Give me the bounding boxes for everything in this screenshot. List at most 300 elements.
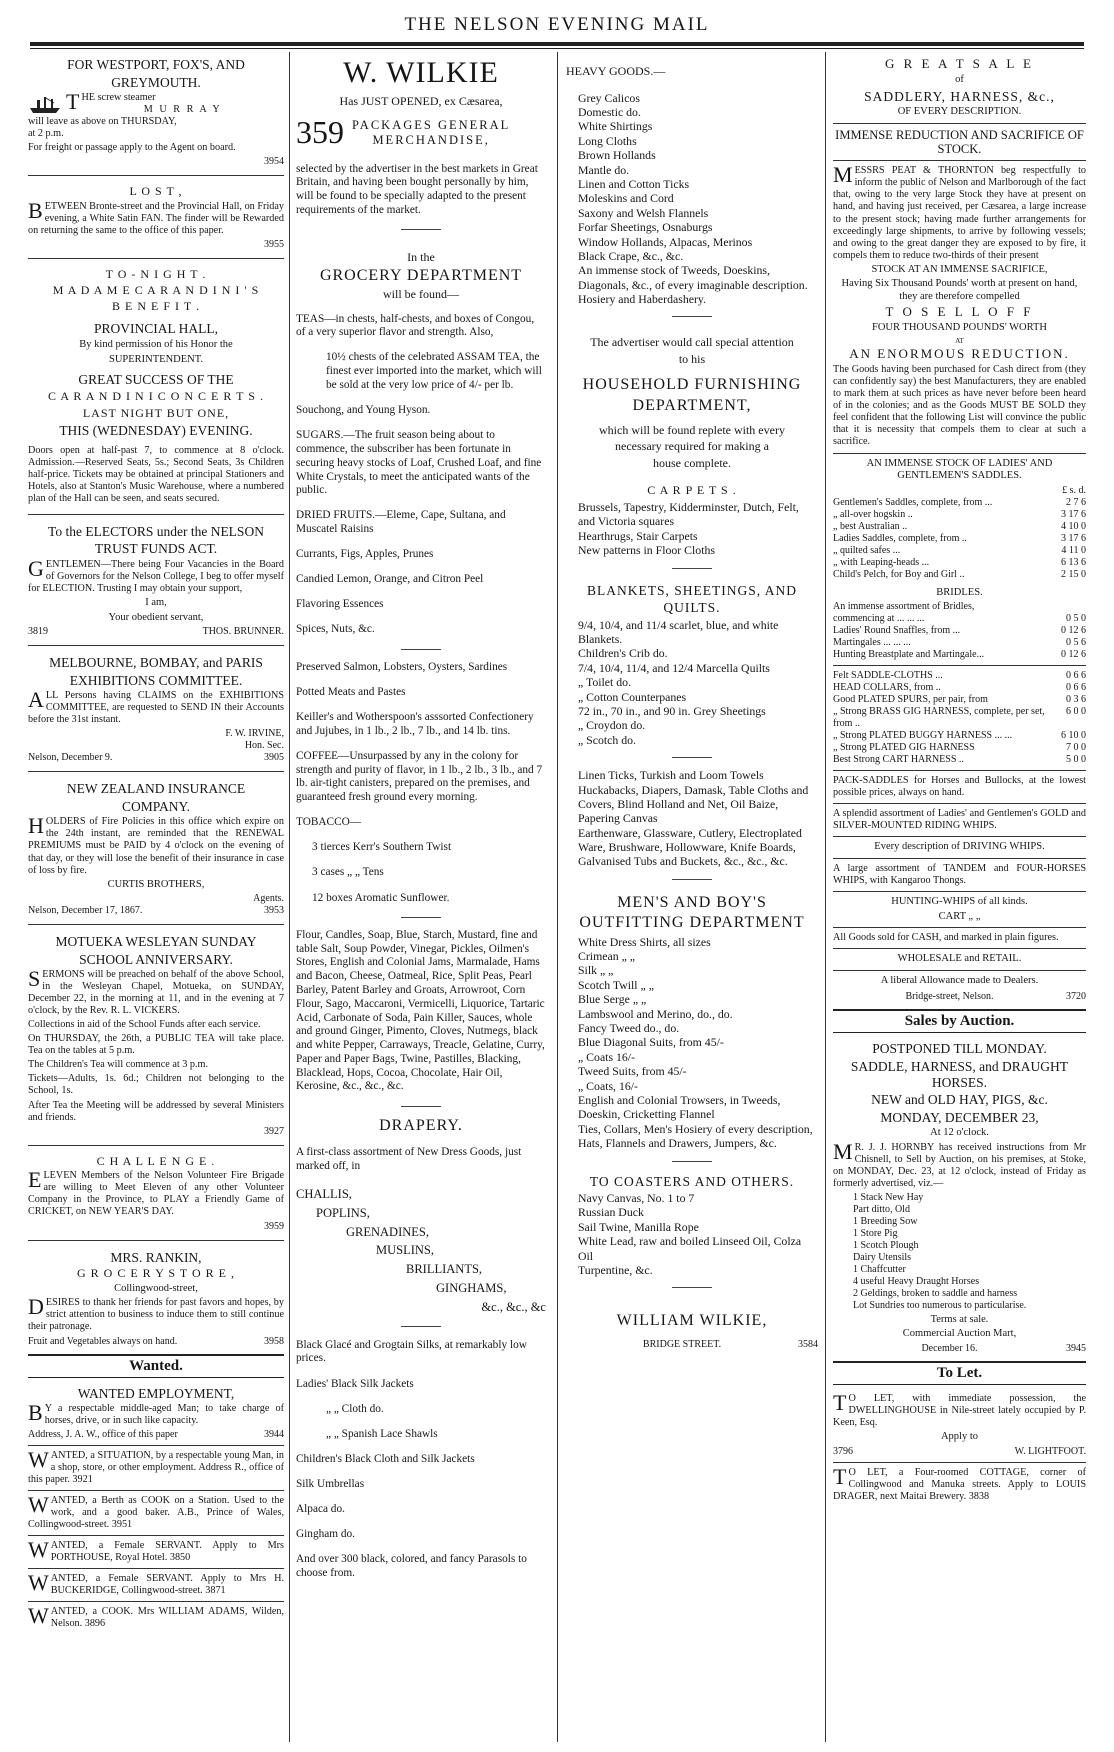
price-row xyxy=(833,742,1086,754)
ad-number: 3955 xyxy=(264,239,284,251)
list-item: Hearthrugs, Stair Carpets xyxy=(578,528,698,543)
ad-heading: EXHIBITIONS COMMITTEE. xyxy=(69,672,243,688)
column-divider xyxy=(289,52,290,1742)
price-value: 5 0 0 xyxy=(1066,754,1086,766)
ad-heading: THIS (WEDNESDAY) EVENING. xyxy=(59,423,253,439)
drop-cap: A xyxy=(28,687,44,713)
ad-text: Flour, Candles, Soap, Blue, Starch, Mustard, fine and table Salt, Soup Powder, Vinegar, Pickles, Oilmen's Stores, English and Colonial Jams, Marmalade, Hams and Bacon, Cheese, Oatmeal, Rice, Split Peas, Pearl Barley, Patent Barley and Groats, Arrowroot, Corn Flour, Sago, Maccaroni, Vermicelli, Liquorice, Tartaric Acid, Carbonate of Soda, Pain Killer, Sauces, whole and ground Ginger, Pimento, Cloves, Nutmegs, black and white Pepper, Carraways, Treacle, Gelatine, Curry, Paper and Paper Bags, Twine, Pastilles, Blacking, Blacklead, Hops, Cocoa, Chocolate, Hair Oil, Kerosine, &c., &c., &c. xyxy=(296,928,545,1093)
list-item: Dairy Utensils xyxy=(853,1251,912,1263)
ad-text: All Goods sold for CASH, and marked in plain figures. xyxy=(833,932,1059,944)
ad-heading: STOCK AT AN IMMENSE SACRIFICE, xyxy=(871,263,1048,275)
ad-text: necessary required for making a xyxy=(615,439,769,454)
ad-text: „ „ Cloth do. xyxy=(326,1402,384,1415)
ad-wanted xyxy=(28,1381,284,1636)
drop-cap: W xyxy=(28,1537,49,1563)
list-item: &c., &c., &c xyxy=(481,1299,546,1314)
list-item: An immense stock of Tweeds, Doeskins, Diagonals, &c., of every imaginable description. xyxy=(578,263,808,292)
heavy-goods-list xyxy=(566,91,818,307)
ad-text: Your obedient servant, xyxy=(108,611,204,623)
column-divider xyxy=(825,52,826,1742)
ad-heading: TRUST FUNDS ACT. xyxy=(94,541,218,557)
masthead-rule xyxy=(30,42,1084,46)
list-item: 1 Store Pig xyxy=(853,1227,898,1239)
list-item: MUSLINS, xyxy=(376,1243,434,1258)
ad-lost xyxy=(28,180,284,254)
ad-text: Children's Black Cloth and Silk Jackets xyxy=(296,1452,475,1465)
drop-cap: S xyxy=(28,966,41,992)
list-item: Linen Ticks, Turkish and Loom Towels xyxy=(578,768,764,783)
signature-title: Hon. Sec. xyxy=(244,740,284,752)
list-item: Long Cloths xyxy=(578,133,637,148)
ad-text: I am, xyxy=(145,597,167,609)
department-heading: HOUSEHOLD FURNISHING xyxy=(582,376,802,394)
ad-text: The advertiser would call special attention xyxy=(590,335,794,350)
ad-text: ANTED, a COOK. Mrs WILLIAM ADAMS, Wilden, Nelson. xyxy=(50,1606,284,1630)
price-item: „ all-over hogskin .. xyxy=(833,508,913,520)
advertiser-signature: WILLIAM WILKIE, xyxy=(616,1312,768,1330)
ad-number: 3838 xyxy=(968,1490,990,1502)
ad-text: ANTED, a Female SERVANT. Apply to Mrs PORTHOUSE, Royal Hotel. xyxy=(50,1540,284,1564)
price-row xyxy=(833,613,1086,625)
ad-number: 3954 xyxy=(264,156,284,168)
ad-number: 3951 xyxy=(111,1519,133,1531)
list-item: 1 Scotch Plough xyxy=(853,1239,919,1251)
list-item: Tweed Suits, from 45/- xyxy=(578,1064,687,1079)
price-value: 4 10 0 xyxy=(1061,520,1086,532)
list-item: Brussels, Tapestry, Kidderminster, Dutch, Felt, and Victoria squares xyxy=(578,500,799,529)
ad-text: ANTED, a Female SERVANT. Apply to Mrs H. BUCKERIDGE, Collingwood-street. xyxy=(50,1573,284,1597)
list-item: Fancy Tweed do., do. xyxy=(578,1020,680,1035)
ad-number: 3944 xyxy=(264,1429,284,1441)
ad-text: Having Six Thousand Pounds' worth at present on hand, they are therefore compelled xyxy=(841,278,1078,302)
list-item: Earthenware, Glassware, Cutlery, Electroplated Ware, Brushware, Hollowware, Knife Boards, Galvanised Tubs and Buckets, &c., &c., &c. xyxy=(578,825,802,869)
price-item: Ladies' Round Snaffles, from ... xyxy=(833,625,961,637)
price-value: 0 3 6 xyxy=(1066,694,1086,706)
ad-text: And over 300 black, colored, and fancy Parasols to choose from. xyxy=(296,1553,527,1579)
ad-number: 3905 xyxy=(264,752,284,764)
ad-text: At 12 o'clock. xyxy=(930,1127,989,1139)
section-header-to-let: To Let. xyxy=(833,1361,1086,1385)
newspaper-title: THE NELSON EVENING MAIL xyxy=(404,14,710,35)
ad-text: ESSRS PEAT & THORNTON beg respectfully to inform the public of Nelson and Marlborough of the fact that, owing to the very large Stock they have at present on hand, and having just received, per Cæsarea, a large increase to the present stock; having made further arrangements for exceedingly large shipments, to arrive by following vessels; and owing to the great danger they are exposed to by fire, it compels them to reduce two-thirds of their present xyxy=(833,165,1086,261)
signature-title: Agents. xyxy=(253,893,284,905)
signature: THOS. BRUNNER. xyxy=(202,626,284,638)
price-row xyxy=(833,625,1086,637)
ad-text: SUGARS.—The fruit season being about to commence, the subscriber has been fortunate in securing heavy stocks of Loaf, Crushed Loaf, and fine White Crystals, to meet the anticipated wants of the public. xyxy=(296,429,542,497)
list-item: Mantle do. xyxy=(578,162,630,177)
list-item: 7/4, 10/4, 11/4, and 12/4 Marcella Quilts xyxy=(578,660,770,675)
list-item: 1 Chaffcutter xyxy=(853,1263,906,1275)
ad-heading: MOTUEKA WESLEYAN SUNDAY xyxy=(55,934,257,950)
ad-number: 3945 xyxy=(1066,1342,1086,1354)
price-value: 0 5 0 xyxy=(1066,613,1086,625)
column-2-wilkie-advert xyxy=(296,52,546,1742)
auction-items-list xyxy=(833,1192,1086,1312)
ad-heading: PROVINCIAL HALL, xyxy=(94,321,218,337)
ad-heading: C A R A N D I N I C O N C E R T S . xyxy=(48,388,264,403)
list-item: „ Scotch do. xyxy=(578,732,636,747)
ad-text: Every description of DRIVING WHIPS. xyxy=(874,841,1045,853)
list-item: Part ditto, Old xyxy=(853,1203,910,1215)
ad-text: at 2 p.m. xyxy=(28,128,64,140)
ad-text: On THURSDAY, the 26th, a PUBLIC TEA will take place. Tea on the tables at 5 p.m. xyxy=(28,1033,284,1057)
ad-text: Spices, Nuts, &c. xyxy=(296,623,375,636)
ad-text: LEVEN Members of the Nelson Volunteer Fire Brigade are willing to Meet Eleven of any other Volunteer Company in the Province, to PLAY a Friendly Game of CRICKET, on NEW YEAR'S DAY. xyxy=(28,1170,284,1218)
ad-heading: LAST NIGHT BUT ONE, xyxy=(82,406,230,421)
price-row xyxy=(833,670,1086,682)
price-item: Martingales ... ... ... xyxy=(833,637,911,649)
ad-text: will leave as above on THURSDAY, xyxy=(28,116,177,128)
ad-text: Gingham do. xyxy=(296,1527,355,1540)
column-1 xyxy=(28,52,284,1742)
ad-text: Address, J. A. W., office of this paper xyxy=(28,1429,178,1441)
ad-date: Nelson, December 9. xyxy=(28,752,113,764)
ad-heading: AN IMMENSE STOCK OF LADIES' AND GENTLEMEN'S SADDLES. xyxy=(866,457,1053,482)
ad-steamer-murray xyxy=(28,52,284,171)
price-row xyxy=(833,557,1086,569)
price-row xyxy=(833,694,1086,706)
masthead xyxy=(0,0,1114,44)
price-item: Best Strong CART HARNESS .. xyxy=(833,754,964,766)
ad-heading: B E N E F I T . xyxy=(112,298,200,313)
list-item: Blue Serge „ „ xyxy=(578,992,647,1007)
ad-number: 3796 xyxy=(833,1445,853,1457)
ad-heading: L O S T , xyxy=(129,184,183,199)
price-item: HEAD COLLARS, from .. xyxy=(833,682,941,694)
ad-text: 3 cases „ „ Tens xyxy=(312,866,384,879)
list-item: Grey Calicos xyxy=(578,90,640,105)
ad-text: Ladies' Black Silk Jackets xyxy=(296,1377,414,1390)
ad-text: HE screw steamer xyxy=(81,92,156,104)
ad-text: After Tea the Meeting will be addressed by several Ministers and friends. xyxy=(28,1099,284,1123)
price-value: 3 17 6 xyxy=(1061,532,1086,544)
list-item: Domestic do. xyxy=(578,105,641,120)
list-item: POPLINS, xyxy=(316,1205,370,1220)
ad-heading: AN ENORMOUS REDUCTION. xyxy=(849,346,1070,362)
ad-text: ENTLEMEN—There being Four Vacancies in the Board of Governors for the Nelson College, I beg to offer myself for ELECTION. Trusting I may obtain your support, xyxy=(28,558,284,595)
ad-number: 3871 xyxy=(205,1585,226,1597)
list-item: Scotch Twill „ „ xyxy=(578,977,654,992)
drop-cap: M xyxy=(833,1138,853,1164)
ad-heading: SCHOOL ANNIVERSARY. xyxy=(79,951,233,967)
list-item: Sail Twine, Manilla Rope xyxy=(578,1219,699,1234)
ad-text: TEAS—in chests, half-chests, and boxes of Congou, of a very superior flavor and strength. Also, xyxy=(296,312,535,339)
department-heading: BLANKETS, SHEETINGS, AND xyxy=(586,582,797,598)
list-item: English and Colonial Trowsers, in Tweeds, Doeskin, Cricketting Flannel xyxy=(578,1092,781,1122)
ad-text: O LET, with immediate possession, the DWELLINGHOUSE in Nile-street lately occupied by P. Keen, Esq. xyxy=(833,1392,1086,1429)
ad-text: Keiller's and Wotherspoon's asssorted Confectionery and Jujubes, in 1 lb., 2 lb., 7 lb., and 14 lb. tins. xyxy=(296,710,534,737)
ad-text: AT xyxy=(955,336,964,345)
list-item: CHALLIS, xyxy=(296,1187,352,1202)
ad-heading: MELBOURNE, BOMBAY, and PARIS xyxy=(49,655,263,671)
ad-text: The Goods having been purchased for Cash direct from (they can confidently say) the best Manufacturers, they are enabled to mark them at such prices as have never before been heard of in the colonies; and as the Goods MUST BE SOLD they feel confident that the following List will convince the public that it is necessity that compels them to clear at such a sacrifice. xyxy=(833,364,1086,448)
list-item: Silk „ „ xyxy=(578,963,614,978)
price-item: Hunting Breastplate and Martingale... xyxy=(833,649,985,661)
list-item: White Shirtings xyxy=(578,119,653,134)
drop-cap: M xyxy=(833,162,853,188)
ad-number: 3896 xyxy=(84,1618,106,1630)
ad-text: By kind permission of his Honor the xyxy=(79,338,233,350)
ad-rankin xyxy=(28,1245,284,1351)
ad-text: ERMONS will be preached on behalf of the above School, in the Wesleyan Chapel, Motueka, on SUNDAY, December 22, in the morning at 11, and in the evening at 7 o'clock, by the Rev. R. L. VICKERS. xyxy=(28,969,284,1017)
column-divider xyxy=(557,52,558,1742)
ad-text: Fruit and Vegetables always on hand. xyxy=(28,1335,178,1347)
list-item: White Dress Shirts, all sizes xyxy=(578,934,711,949)
outfitting-list xyxy=(566,935,818,1151)
masthead-rule-thin xyxy=(30,48,1084,49)
ad-text: ANTED, a SITUATION, by a respectable young Man, in a shop, store, or other employment. Address R., office of this paper. xyxy=(28,1450,284,1486)
ad-text: will be found— xyxy=(383,286,459,301)
ad-text: Commercial Auction Mart, xyxy=(902,1328,1017,1340)
ad-exhibitions xyxy=(28,650,284,767)
list-item: Lambswool and Merino, do., do. xyxy=(578,1006,733,1021)
list-item: Linen and Cotton Ticks xyxy=(578,176,690,191)
ad-heading: POSTPONED TILL MONDAY. xyxy=(872,1041,1047,1057)
ad-number: 3958 xyxy=(264,1335,284,1347)
linen-list xyxy=(566,768,818,869)
drop-cap: T xyxy=(66,92,80,115)
ad-heading: C H A L L E N G E . xyxy=(96,1153,216,1168)
ad-text: WHOLESALE and RETAIL. xyxy=(897,953,1022,965)
ad-heading: WANTED EMPLOYMENT, xyxy=(77,1385,235,1401)
ad-text: selected by the advertiser in the best markets in Great Britain, and having been bought personally by him, will be found to be specially adapted to the present requirements of the market. xyxy=(296,162,538,217)
ad-text: For freight or passage apply to the Agent on board. xyxy=(28,142,236,154)
ad-great-sale xyxy=(833,52,1086,1006)
list-item: 72 in., 70 in., and 90 in. Grey Sheetings xyxy=(578,703,766,718)
price-row xyxy=(833,545,1086,557)
ad-text: Y a respectable middle-aged Man; to take charge of horses, drive, or in such like capacity. xyxy=(44,1403,284,1427)
price-item: Child's Pelch, for Boy and Girl .. xyxy=(833,568,965,580)
ad-text: Alpaca do. xyxy=(296,1502,345,1515)
list-item: „ Cotton Counterpanes xyxy=(578,689,687,704)
price-row xyxy=(833,682,1086,694)
ad-heading: T O S E L L O F F xyxy=(885,304,1034,320)
drop-cap: E xyxy=(28,1167,42,1193)
price-value: 6 13 6 xyxy=(1061,556,1086,568)
ad-text: Apply to xyxy=(940,1431,979,1443)
ad-text: CART „ „ xyxy=(938,910,981,922)
list-item: White Lead, raw and boiled Linseed Oil, Colza Oil xyxy=(578,1234,802,1263)
price-value: 6 0 0 xyxy=(1066,706,1086,718)
ad-text: Tickets—Adults, 1s. 6d.; Children not belonging to the School, 1s. xyxy=(28,1073,284,1097)
carpets-list xyxy=(566,500,818,558)
ad-heading: G R O C E R Y S T O R E , xyxy=(76,1266,236,1281)
ad-text: An immense assortment of Bridles, xyxy=(833,601,975,613)
ad-heading: M A D A M E C A R A N D I N I ' S xyxy=(52,282,260,297)
ad-heading: SADDLERY, HARNESS, &c., xyxy=(864,88,1055,104)
ad-text: A large assortment of TANDEM and FOUR-HORSES WHIPS, with Kangaroo Thongs. xyxy=(833,863,1086,887)
price-value: 6 10 0 xyxy=(1061,730,1086,742)
price-item: „ Strong BRASS GIG HARNESS, complete, per set, from .. xyxy=(833,706,1045,730)
price-row xyxy=(833,509,1086,521)
ad-heading: MONDAY, DECEMBER 23, xyxy=(880,1109,1039,1125)
department-heading: HEAVY GOODS.— xyxy=(566,64,666,78)
signature: CURTIS BROTHERS, xyxy=(107,878,205,890)
signature: F. W. IRVINE, xyxy=(225,728,284,740)
price-value: 2 15 0 xyxy=(1061,568,1086,580)
price-item: commencing at ... ... ... xyxy=(833,613,925,625)
price-row xyxy=(833,706,1086,730)
ad-text: Silk Umbrellas xyxy=(296,1477,365,1490)
list-item: 1 Breeding Sow xyxy=(853,1215,918,1227)
list-item: Huckabacks, Diapers, Damask, Table Cloths and Covers, Blind Holland and Net, Oil Baize, Papering Canvas xyxy=(578,782,809,826)
department-heading: MEN'S AND BOY'S xyxy=(617,893,767,911)
list-item: 4 useful Heavy Draught Horses xyxy=(853,1275,980,1287)
list-item: Lot Sundries too numerous to particularise. xyxy=(853,1299,1027,1311)
price-row xyxy=(833,637,1086,649)
ad-carandini xyxy=(28,263,284,510)
ad-text: Collingwood-street, xyxy=(114,1282,198,1294)
price-row xyxy=(833,649,1086,661)
ad-heading: MERCHANDISE, xyxy=(372,132,490,147)
ad-heading: GREAT SUCCESS OF THE xyxy=(78,372,234,388)
drop-cap: H xyxy=(28,813,44,839)
ad-heading: PACKAGES GENERAL xyxy=(352,117,511,132)
ad-text: In the xyxy=(407,250,435,265)
list-item: GRENADINES, xyxy=(346,1224,429,1239)
ad-text: Terms at sale. xyxy=(930,1313,989,1325)
ad-text: 12 boxes Aromatic Sunflower. xyxy=(312,891,450,904)
drop-cap: D xyxy=(28,1294,44,1320)
department-heading: QUILTS. xyxy=(663,600,721,616)
ad-text: to his xyxy=(678,351,706,366)
steamship-icon xyxy=(28,94,62,114)
ad-heading: To the ELECTORS under the NELSON xyxy=(48,523,264,539)
ad-text: A splendid assortment of Ladies' and Gentlemen's GOLD and SILVER-MOUNTED RIDING WHIPS. xyxy=(833,808,1086,832)
ad-heading: SADDLE, HARNESS, and DRAUGHT HORSES. xyxy=(850,1058,1069,1090)
ad-text: Has JUST OPENED, ex Cæsarea, xyxy=(339,94,503,108)
package-count: 359 xyxy=(296,114,344,151)
column-3-wilkie-advert xyxy=(566,52,818,1742)
list-item: Forfar Sheetings, Osnaburgs xyxy=(578,220,713,235)
list-item: 9/4, 10/4, and 11/4 scarlet, blue, and white Blankets. xyxy=(578,617,779,646)
price-value: 2 7 6 xyxy=(1066,496,1086,508)
ad-text: PACK-SADDLES for Horses and Bullocks, at the lowest possible prices, always on hand. xyxy=(833,775,1086,799)
list-item: „ Croydon do. xyxy=(578,718,646,733)
ad-heading: OF EVERY DESCRIPTION. xyxy=(897,106,1022,118)
column-4 xyxy=(833,52,1086,1742)
price-value: 0 6 6 xyxy=(1066,682,1086,694)
saddles-price-list xyxy=(833,497,1086,581)
department-heading: GROCERY DEPARTMENT xyxy=(319,266,523,284)
coasters-list xyxy=(566,1191,818,1277)
ad-text: A liberal Allowance made to Dealers. xyxy=(880,974,1039,986)
ad-text: ANTED, a Berth as COOK on a Station. Used to the work, and a good baker. A.B., Prince of Wales, Collingwood-street. xyxy=(28,1495,284,1531)
ad-text: Currants, Figs, Apples, Prunes xyxy=(296,548,434,561)
ad-heading: G R E A T S A L E xyxy=(884,56,1034,71)
ad-text: SUPERINTENDENT. xyxy=(108,353,203,365)
list-item: Hosiery and Haberdashery. xyxy=(578,292,706,307)
ship-name: M U R R A Y xyxy=(143,104,222,116)
list-item: GINGHAMS, xyxy=(436,1280,507,1295)
department-heading: DRAPERY. xyxy=(379,1116,463,1134)
list-item: „ Toilet do. xyxy=(578,675,632,690)
ad-text: R. J. J. HORNBY has received instructions from Mr Chisnell, to Sell by Auction, on his premises, at Stoke, on MONDAY, Dec. 23, at 12 o'clock, instead of Friday as formerly advertised, viz.— xyxy=(833,1141,1086,1189)
dress-goods-list xyxy=(296,1185,546,1316)
ad-text: house complete. xyxy=(653,455,731,470)
list-item: 1 Stack New Hay xyxy=(853,1191,924,1203)
ad-text: 10½ chests of the celebrated ASSAM TEA, the finest ever imported into the market, which will be sold at the very low price of 4/- per lb. xyxy=(326,351,542,391)
ad-text: Candied Lemon, Orange, and Citron Peel xyxy=(296,573,484,586)
ad-text: ETWEEN Bronte-street and the Provincial Hall, on Friday evening, a White Satin FAN. The finder will be Rewarded on returning the same to the office of this paper. xyxy=(28,200,284,237)
list-item: „ Coats 16/- xyxy=(578,1049,636,1064)
drop-cap: W xyxy=(28,1603,49,1629)
drop-cap: T xyxy=(833,1463,847,1489)
ad-text: TOBACCO— xyxy=(296,816,362,829)
price-row xyxy=(833,569,1086,581)
price-item: „ best Australian .. xyxy=(833,520,908,532)
price-row xyxy=(833,754,1086,766)
ad-text: Flavoring Essences xyxy=(296,598,384,611)
price-item: Good PLATED SPURS, per pair, from xyxy=(833,694,988,706)
ad-text: OLDERS of Fire Policies in this office which expire on the 24th instant, are reminded that the RENEWAL PREMIUMS must be PAID by 4 o'clock on the evening of that day, or they will lose the benefit of their insurance in case of loss by fire. xyxy=(28,816,284,876)
drop-cap: G xyxy=(28,555,44,581)
price-item: „ Strong PLATED GIG HARNESS xyxy=(833,742,975,754)
price-value: 7 0 0 xyxy=(1066,742,1086,754)
blankets-list xyxy=(566,618,818,748)
ad-heading: GREYMOUTH. xyxy=(111,74,201,90)
currency-header: £ s. d. xyxy=(1062,484,1086,496)
ad-wesleyan xyxy=(28,929,284,1140)
ad-text: COFFEE—Unsurpassed by any in the colony for strength and purity of flavor, in 1 lb., 2 lb., 3 lb., and 7 lb. air-tight canisters, prepared on the premises, and guaranteed fresh ground every morning. xyxy=(296,749,543,804)
ad-heading: MRS. RANKIN, xyxy=(110,1249,202,1265)
signature: W. LIGHTFOOT. xyxy=(1014,1445,1086,1457)
ad-heading: FOR WESTPORT, FOX'S, AND xyxy=(67,57,245,72)
price-value: 0 6 6 xyxy=(1066,670,1086,682)
ad-insurance xyxy=(28,776,284,920)
ad-heading: NEW and OLD HAY, PIGS, &c. xyxy=(871,1092,1048,1108)
drop-cap: W xyxy=(28,1447,49,1473)
list-item: New patterns in Floor Cloths xyxy=(578,543,715,558)
ad-text: Souchong, and Young Hyson. xyxy=(296,404,431,417)
ad-text: ESIRES to thank her friends for past favors and hopes, by strict attention to business to induce them to still continue their patronage. xyxy=(28,1297,284,1333)
price-value: 0 5 6 xyxy=(1066,637,1086,649)
price-item: Gentlemen's Saddles, complete, from ... xyxy=(833,496,993,508)
harness-price-list xyxy=(833,670,1086,766)
ad-heading: NEW ZEALAND INSURANCE xyxy=(66,781,246,797)
ad-heading: FOUR THOUSAND POUNDS' WORTH xyxy=(871,322,1048,334)
ad-text: Potted Meats and Pastes xyxy=(296,685,406,698)
ad-heading: IMMENSE REDUCTION AND SACRIFICE OF STOCK. xyxy=(835,127,1084,157)
ad-challenge xyxy=(28,1150,284,1236)
list-item: BRILLIANTS, xyxy=(406,1262,483,1277)
section-header-auction: Sales by Auction. xyxy=(833,1009,1086,1033)
ad-text: „ „ Spanish Lace Shawls xyxy=(326,1427,438,1440)
drop-cap: B xyxy=(28,1400,43,1426)
list-item: Navy Canvas, No. 1 to 7 xyxy=(578,1191,695,1206)
ad-to-let xyxy=(833,1388,1086,1508)
price-item: Felt SADDLE-CLOTHS ... xyxy=(833,670,943,682)
ad-text: of xyxy=(955,73,964,85)
ad-heading: BRIDLES. xyxy=(936,586,983,598)
list-item: Blue Diagonal Suits, from 45/- xyxy=(578,1035,724,1050)
ad-number: 3927 xyxy=(264,1125,284,1137)
price-row xyxy=(833,521,1086,533)
advertiser-name: W. WILKIE xyxy=(343,56,499,89)
drop-cap: W xyxy=(28,1570,49,1596)
ad-text: Black Glacé and Grogtain Silks, at remarkably low prices. xyxy=(296,1338,527,1365)
price-item: Ladies Saddles, complete, from .. xyxy=(833,532,967,544)
price-value: 4 11 0 xyxy=(1061,544,1086,556)
ad-auction xyxy=(833,1036,1086,1357)
list-item: Turpentine, &c. xyxy=(578,1262,653,1277)
ad-date: December 16. xyxy=(921,1342,978,1354)
list-item: Moleskins and Cord xyxy=(578,191,674,206)
ad-text: HUNTING-WHIPS of all kinds. xyxy=(891,896,1028,908)
list-item: Russian Duck xyxy=(578,1205,644,1220)
ad-number: 3953 xyxy=(264,905,284,917)
ad-number: 3720 xyxy=(1066,991,1086,1003)
